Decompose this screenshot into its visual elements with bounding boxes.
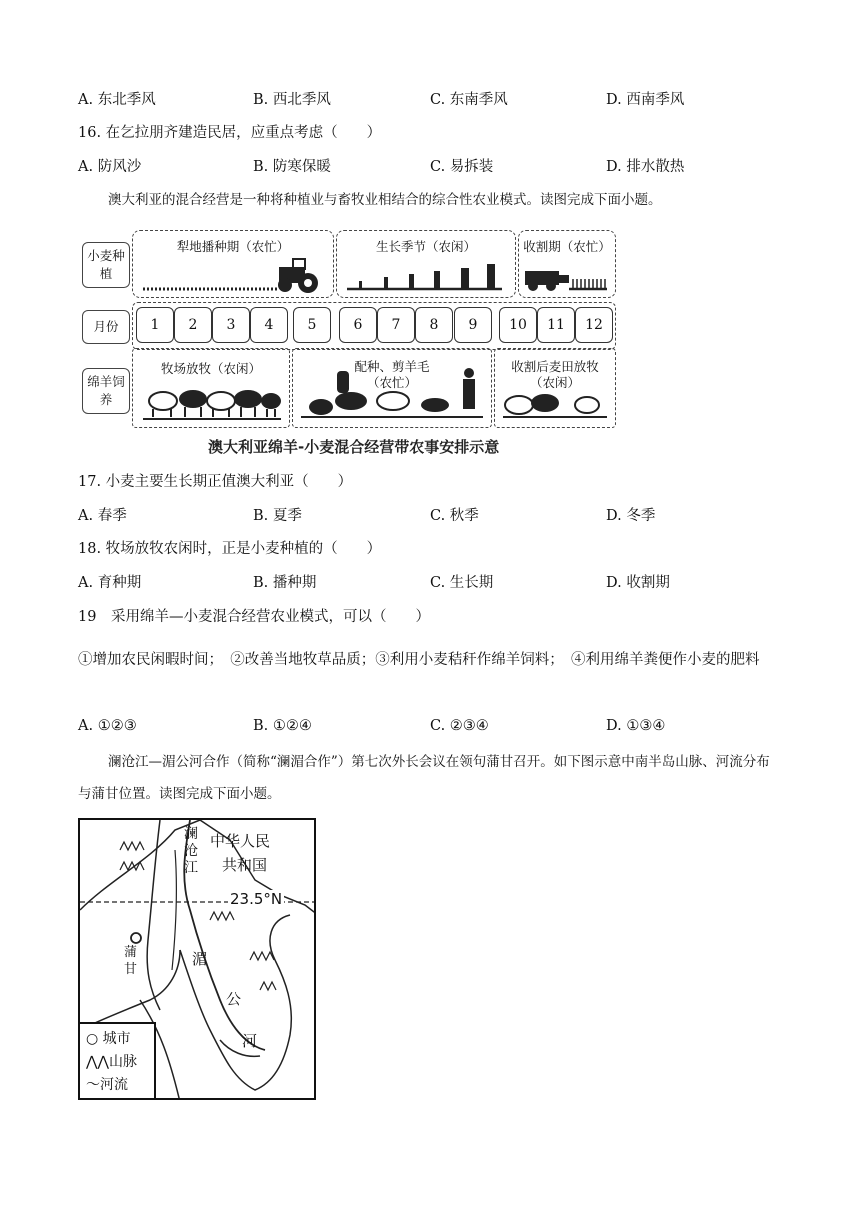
month-6: 6	[339, 307, 377, 343]
map-label-mekong-3: 河	[242, 1032, 258, 1050]
indochina-map	[78, 818, 316, 1100]
month-5: 5	[293, 307, 331, 343]
wheat-growth-icon	[337, 231, 515, 297]
intro-australia: 澳大利亚的混合经营是一种将种植业与畜牧业相结合的综合性农业模式。读图完成下面小题。	[108, 192, 662, 208]
q19-items: ①增加农民闲暇时间； ②改善当地牧草品质；③利用小麦秸秆作绵羊饲料； ④利用绵羊粪便作小麦的肥料	[78, 652, 760, 668]
q17-option-a: A. 春季	[78, 508, 127, 524]
q18-option-d: D. 收割期	[606, 575, 670, 591]
river-icon: 〜	[86, 1077, 100, 1093]
sheep-stubble-icon	[495, 349, 615, 427]
month-3: 3	[212, 307, 250, 343]
q15-option-b: B. 西北季风	[253, 92, 331, 108]
wheat-growing-box	[336, 230, 516, 298]
wheat-sowing-box	[132, 230, 334, 298]
map-label-city: 蒲甘	[124, 945, 138, 977]
month-12: 12	[575, 307, 613, 343]
sheep-stubble-box	[494, 348, 616, 428]
wheat-harvest-box	[518, 230, 616, 298]
q18-stem: 18. 牧场放牧农闲时，正是小麦种植的（ ）	[78, 541, 382, 557]
wheat-growing-label: 生长季节（农闲）	[375, 239, 476, 254]
month-11: 11	[537, 307, 575, 343]
row-label-sheep: 绵羊饲养	[82, 368, 130, 414]
q17-option-c: C. 秋季	[430, 508, 479, 524]
month-8: 8	[415, 307, 453, 343]
sheep-pasture-label: 牧场放牧（农闲）	[160, 361, 261, 376]
sheep-grazing-icon	[133, 349, 289, 427]
q17-stem: 17. 小麦主要生长期正值澳大利亚（ ）	[78, 474, 353, 490]
q16-option-d: D. 排水散热	[606, 159, 685, 175]
legend-river-label: 河流	[100, 1077, 128, 1093]
intro-lancang-mekong: 澜沧江—湄公河合作（简称“澜湄合作”）第七次外长会议在领句蒲甘召开。如下图示意中南半岛山脉、河流分布与蒲甘位置。读图完成下面小题。	[78, 754, 770, 802]
sheep-stubble-idle: （农闲）	[529, 375, 580, 390]
legend-mountain-label: 山脉	[108, 1054, 137, 1070]
q18-option-c: C. 生长期	[430, 575, 494, 591]
sheep-breeding-box	[292, 348, 492, 428]
month-2: 2	[174, 307, 212, 343]
sheep-breeding-busy: （农忙）	[366, 375, 417, 390]
sheep-breeding-label: 配种、剪羊毛	[354, 359, 430, 374]
month-4: 4	[250, 307, 288, 343]
q15-option-a: A. 东北季风	[78, 92, 156, 108]
q16-option-c: C. 易拆装	[430, 159, 494, 175]
q15-option-c: C. 东南季风	[430, 92, 508, 108]
wheat-harvest-label: 收割期（农忙）	[523, 239, 611, 254]
map-label-china-2: 共和国	[222, 856, 268, 874]
q17-option-d: D. 冬季	[606, 508, 656, 524]
harvester-icon	[519, 231, 615, 297]
wheat-sowing-label: 犁地播种期（农忙）	[176, 239, 290, 254]
legend-mountain	[86, 1051, 137, 1071]
mountain-icon: ⋀⋀	[86, 1054, 109, 1070]
sheep-pasture-box	[132, 348, 290, 428]
city-icon: ○	[86, 1031, 99, 1047]
map-label-mekong-1: 湄	[192, 950, 208, 968]
map-legend	[80, 1022, 156, 1098]
row-label-wheat: 小麦种植	[82, 242, 130, 288]
legend-city-label: 城市	[102, 1031, 131, 1047]
q19-option-d: D. ①③④	[606, 718, 666, 734]
farming-calendar-diagram	[78, 228, 618, 464]
month-7: 7	[377, 307, 415, 343]
diagram-caption: 澳大利亚绵羊-小麦混合经营带农事安排示意	[208, 438, 500, 456]
legend-river	[86, 1074, 128, 1094]
row-label-month: 月份	[82, 310, 130, 344]
q18-option-a: A. 育种期	[78, 575, 142, 591]
map-label-latitude: 23.5°N	[230, 890, 283, 908]
q19-option-c: C. ②③④	[430, 718, 489, 734]
month-10: 10	[499, 307, 537, 343]
sheep-shearing-icon	[293, 349, 491, 427]
map-label-lancang: 澜沧江	[184, 826, 198, 876]
q18-option-b: B. 播种期	[253, 575, 317, 591]
q16-option-b: B. 防寒保暖	[253, 159, 331, 175]
q17-option-b: B. 夏季	[253, 508, 302, 524]
q16-stem: 16. 在乞拉朋齐建造民居，应重点考虑（ ）	[78, 125, 382, 141]
legend-city	[86, 1028, 131, 1048]
month-9: 9	[454, 307, 492, 343]
month-1: 1	[136, 307, 174, 343]
sheep-stubble-label: 收割后麦田放牧	[511, 359, 599, 374]
q19-option-b: B. ①②④	[253, 718, 312, 734]
map-label-mekong-2: 公	[226, 990, 242, 1008]
map-label-china-1: 中华人民	[210, 832, 271, 850]
tractor-icon	[133, 231, 333, 297]
q19-stem: 19 采用绵羊—小麦混合经营农业模式，可以（ ）	[78, 609, 430, 625]
q15-option-d: D. 西南季风	[606, 92, 685, 108]
q16-option-a: A. 防风沙	[78, 159, 142, 175]
q19-option-a: A. ①②③	[78, 718, 137, 734]
